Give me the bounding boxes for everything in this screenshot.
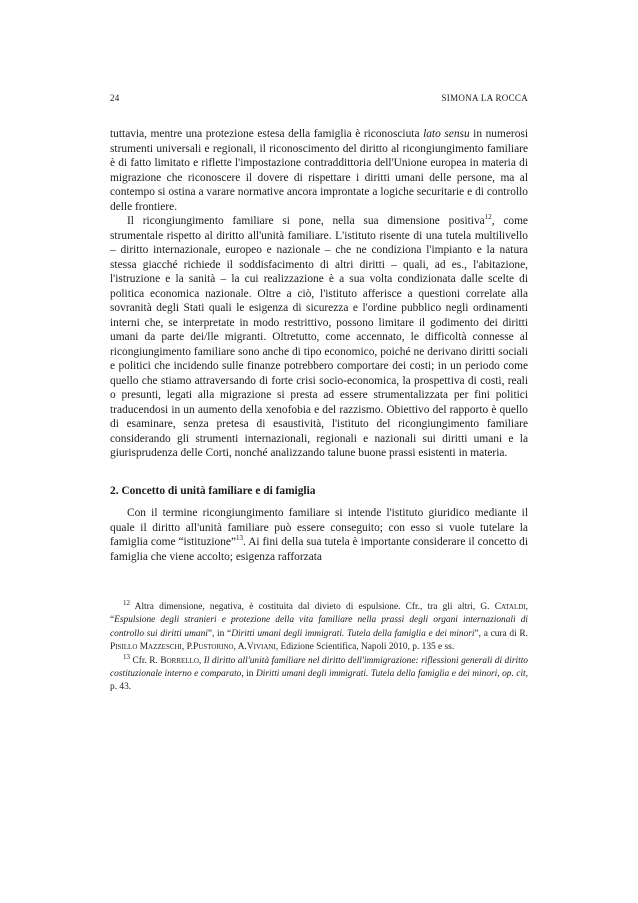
running-head-author: SIMONA LA ROCCA <box>441 93 528 103</box>
text-run: , Edizione Scientifica, Napoli 2010, p. 135 e ss. <box>275 642 455 653</box>
text-run: Il ricongiungimento familiare si pone, nella sua dimensione positiva <box>127 215 485 227</box>
editor-name: Pustorino <box>193 642 234 653</box>
text-run: Altra dimensione, negativa, è costituita dal divieto di espulsione. Cfr., tra gli altri, G. <box>130 602 495 612</box>
footnote-number: 12 <box>123 598 130 607</box>
text-run: , P. <box>181 642 194 653</box>
text-run: , A. <box>233 642 247 653</box>
text-run: , p. 43. <box>110 669 529 693</box>
text-run: in numerosi strumenti universali e regionali, il riconoscimento del diritto al ricongiungimento familiare è di fatto limitato e riflette l'impostazione contraddittoria dell'Unione europea in materia di migrazione che riconoscere il dovere di rispettare i diritti umani delle persone, ma al contempo si ostina a varare normative ancora improntate a logiche securitarie e di controllo delle frontiere. <box>110 128 528 213</box>
article-title: Il diritto all'unità familiare nel diritto dell'immigrazione: riflessioni generali di diritto costituzionale interno e comparato <box>110 655 528 680</box>
footnote-number: 13 <box>123 652 130 661</box>
text-run: ”, a cura di R. <box>474 628 528 639</box>
footnote-ref-12[interactable]: 12 <box>484 213 492 222</box>
text-run: , “ <box>110 602 528 626</box>
text-run: ”, in “ <box>207 628 232 639</box>
paragraph-2 <box>110 214 528 461</box>
footnote-12 <box>110 598 528 655</box>
paragraph-3 <box>110 506 528 564</box>
page-number: 24 <box>110 93 120 103</box>
text-run: tuttavia, mentre una protezione estesa della famiglia è riconosciuta <box>110 128 424 140</box>
running-header <box>110 93 528 107</box>
text-run: Con il termine ricongiungimento familiare si intende l'istituto giuridico mediante il quale il diritto all'unità familiare può essere conseguito; con esso si vuole tutelare la famiglia come “istituzione” <box>110 507 528 548</box>
editor-name: Viviani <box>246 642 276 653</box>
citation-abbrev: op. cit <box>502 669 526 680</box>
article-title: Espulsione degli stranieri e protezione della vita familiare nella prassi degli organi internazionali di controllo sui diritti umani <box>110 615 528 639</box>
text-run: , come strumentale rispetto al diritto all'unità familiare. L'istituto risente di una tutela multilivello – diritto internazionale, europeo e nazionale – che ne condiziona l'impianto e la natura stessa giacché richiede il soddisfacimento di altri diritti – quali, ad es., l'abitazione, l'istruzione e la sanità – la cui realizzazione è a sua volta condizionata dalle scelte di politica economica nazionale. Oltre a ciò, l'istituto afferisce a questioni correlate alla sovranità degli Stati quali le esigenza di sicurezza e l'ordine pubblico negli ordinamenti interni che, se interpretate in modo restrittivo, possono limitare il godimento dei diritti umani da parte dei/lle migranti. Oltretutto, come accennato, le difficoltà connesse al ricongiungimento familiare sono anche di tipo economico, poiché ne derivano diritti sociali e politici che incidendo sulle finanze potrebbero comportare dei costi; in un periodo come quello che stiamo attraversando di forte crisi socio-economica, la prospettiva di costi, reali o presunti, legati alla migrazione si presta ad essere strumentalizzata per fini politici traducendosi in un aumento della xenofobia e del razzismo. Obiettivo del rapporto è quello di esaminare, senza pretesa di esaustività, l'istituto del ricongiungimento familiare considerando gli strumenti internazionali, regionali e nazionali sui diritti umani e la giurisprudenza delle Corti, nonché analizzando talune buone prassi esistenti in materia. <box>110 215 528 459</box>
editor-name: Pisillo Mazzeschi <box>110 642 182 653</box>
text-run: . Ai fini della sua tutela è importante considerare il concetto di famiglia che viene accolto; esigenza rafforzata <box>110 536 528 563</box>
author-name: Borrello <box>160 655 199 666</box>
paragraph-1 <box>110 127 528 214</box>
footnote-13 <box>110 652 529 695</box>
author-name: Cataldi <box>494 602 526 612</box>
book-title: Diritti umani degli immigrati. Tutela della famiglia e dei minori <box>231 628 475 639</box>
text-run: , <box>198 655 204 666</box>
text-run: Cfr. R. <box>130 655 161 666</box>
book-title: Diritti umani degli immigrati. Tutela della famiglia e dei minori <box>255 669 498 680</box>
text-run: , in <box>241 669 256 680</box>
section-heading: 2. Concetto di unità familiare e di famiglia <box>110 484 316 497</box>
footnotes <box>110 598 529 695</box>
body-text <box>110 127 528 564</box>
text-run: , <box>497 669 503 680</box>
footnote-ref-13[interactable]: 13 <box>236 534 244 543</box>
italic-phrase: lato sensu <box>423 128 470 140</box>
